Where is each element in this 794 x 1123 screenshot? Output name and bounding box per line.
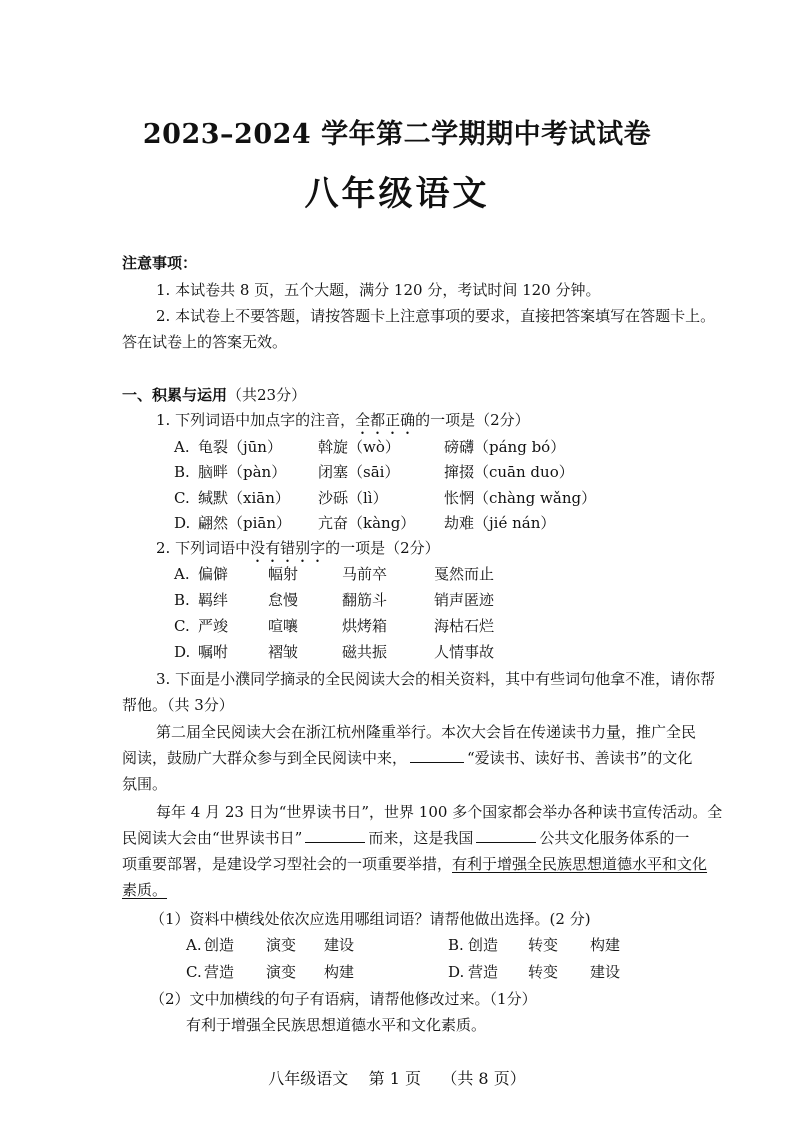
option-word: 翩然（piān） — [198, 514, 292, 532]
q2-stem — [156, 538, 440, 566]
answer-blank-1 — [410, 748, 464, 763]
option-letter: A. — [186, 936, 202, 954]
option-word: 人情事故 — [434, 643, 495, 661]
option-letter: B. — [174, 591, 190, 609]
q1-stem-emphasis: 全都正确 — [355, 411, 416, 429]
footer-subject: 八年级语文 — [268, 1069, 349, 1088]
option-word: 转变 — [528, 963, 559, 981]
option-word: 营造 — [204, 963, 235, 981]
option-word: 磅礴（páng bó） — [444, 438, 566, 456]
option-letter: A. — [174, 438, 190, 456]
q3-sub2-sentence: 有利于增强全民族思想道德水平和文化素质。 — [186, 1016, 487, 1034]
notice-item-2-cont: 答在试卷上的答案无效。 — [122, 333, 288, 351]
notice-heading: 注意事项： — [122, 254, 198, 272]
section-1-title: 一、积累与运用 — [122, 386, 228, 404]
section-1-heading — [122, 385, 306, 405]
option-word: 创造 — [468, 936, 499, 954]
option-word: 斡旋（wò） — [318, 438, 400, 456]
option-letter: A. — [174, 565, 190, 583]
option-word: 幅射 — [268, 565, 299, 583]
q3-passage-2: 每年 4 月 23 日为“世界读书日”，世界 100 多个国家都会举办各种读书宣传活动。全 — [156, 803, 723, 821]
q3-passage-1-line-2 — [122, 748, 692, 768]
option-word: 海枯石烂 — [434, 617, 495, 635]
section-1-score: （共23分） — [227, 386, 307, 404]
option-word: 销声匿迹 — [434, 591, 495, 609]
option-word: 戛然而止 — [434, 565, 495, 583]
option-letter: B. — [174, 463, 190, 481]
notice-item-1: 1. 本试卷共 8 页，五个大题，满分 120 分，考试时间 120 分钟。 — [156, 281, 601, 299]
q2-stem-text: 2. 下列词语中 — [156, 539, 251, 557]
option-word: 怅惘（chàng wǎng） — [444, 489, 597, 507]
footer-total-pages: （共 8 页） — [441, 1069, 526, 1088]
option-word: 嘱咐 — [198, 643, 229, 661]
option-word: 脑畔（pàn） — [198, 463, 287, 481]
footer-page-number: 第 1 页 — [368, 1069, 421, 1088]
option-letter: D. — [448, 963, 465, 981]
option-letter: D. — [174, 643, 191, 661]
option-word: 演变 — [266, 963, 297, 981]
q3-passage-1: 第二届全民阅读大会在浙江杭州隆重举行。本次大会旨在传递读书力量，推广全民 — [156, 723, 697, 741]
option-word: 喧嚷 — [268, 617, 299, 635]
option-word: 马前卒 — [342, 565, 388, 583]
option-word: 烘烤箱 — [342, 617, 388, 635]
option-word: 撺掇（cuān duo） — [444, 463, 574, 481]
option-word: 闭塞（sāi） — [318, 463, 400, 481]
option-word: 亢奋（kàng） — [318, 514, 416, 532]
option-word: 劫难（jié nán） — [444, 514, 556, 532]
q3-passage-2-line-3 — [122, 854, 707, 874]
option-word: 建设 — [324, 936, 355, 954]
option-word: 褶皱 — [268, 643, 299, 661]
q1-stem — [156, 410, 530, 438]
option-word: 演变 — [266, 936, 297, 954]
q2-stem-emphasis: 没有错别字 — [250, 539, 326, 557]
underlined-sentence-end: 素质。 — [122, 881, 168, 899]
option-word: 转变 — [528, 936, 559, 954]
option-word: 缄默（xiān） — [198, 489, 290, 507]
option-word: 怠慢 — [268, 591, 299, 609]
q3-passage-1-line-3: 氛围。 — [122, 775, 168, 793]
option-word: 创造 — [204, 936, 235, 954]
answer-blank-2 — [305, 828, 365, 843]
option-letter: C. — [174, 617, 190, 635]
option-word: 沙砾（lì） — [318, 489, 388, 507]
option-letter: D. — [174, 514, 191, 532]
q3-passage-2-line-2 — [122, 828, 689, 848]
passage-text: 公共文化服务体系的一 — [539, 829, 690, 847]
option-letter: C. — [174, 489, 190, 507]
page-footer — [0, 1066, 794, 1089]
option-letter: B. — [448, 936, 464, 954]
q3-stem: 3. 下面是小濮同学摘录的全民阅读大会的相关资料，其中有些词句他拿不准，请你帮 — [156, 670, 716, 688]
option-word: 磁共振 — [342, 643, 388, 661]
notice-item-2: 2. 本试卷上不要答题，请按答题卡上注意事项的要求，直接把答案填写在答题卡上。 — [156, 307, 716, 325]
option-word: 建设 — [590, 963, 621, 981]
option-word: 构建 — [324, 963, 355, 981]
option-word: 严竣 — [198, 617, 229, 635]
passage-text: 项重要部署，是建设学习型社会的一项重要举措， — [122, 855, 453, 873]
q3-sub1-stem: （1）资料中横线处依次应选用哪组词语？请帮他做出选择。(2 分) — [150, 910, 591, 928]
option-word: 构建 — [590, 936, 621, 954]
passage-text: 民阅读大会由“世界读书日” — [122, 829, 303, 847]
option-word: 龟裂（jūn） — [198, 438, 282, 456]
option-letter: C. — [186, 963, 202, 981]
passage-text: 而来，这是我国 — [368, 829, 474, 847]
q2-stem-text-end: 的一项是（2分） — [325, 539, 440, 557]
option-word: 羁绊 — [198, 591, 229, 609]
q1-stem-text: 1. 下列词语中加点字的注音， — [156, 411, 356, 429]
passage-text: 阅读，鼓励广大群众参与到全民阅读中来， — [122, 749, 408, 767]
q3-sub2-stem: （2）文中加横线的句子有语病，请帮他修改过来。（1分） — [150, 990, 537, 1008]
exam-subject: 八年级语文 — [304, 174, 490, 214]
q1-stem-text-end: 的一项是（2分） — [415, 411, 530, 429]
option-word: 翻筋斗 — [342, 591, 388, 609]
underlined-sentence: 有利于增强全民族思想道德水平和文化 — [452, 855, 708, 873]
passage-text: “爱读书、读好书、善读书”的文化 — [467, 749, 693, 767]
exam-title: 2023–2024 学年第二学期期中考试试卷 — [142, 119, 652, 150]
answer-blank-3 — [476, 828, 536, 843]
q3-stem-cont: 帮他。（共 3分） — [122, 696, 234, 714]
option-word: 营造 — [468, 963, 499, 981]
option-word: 偏僻 — [198, 565, 229, 583]
